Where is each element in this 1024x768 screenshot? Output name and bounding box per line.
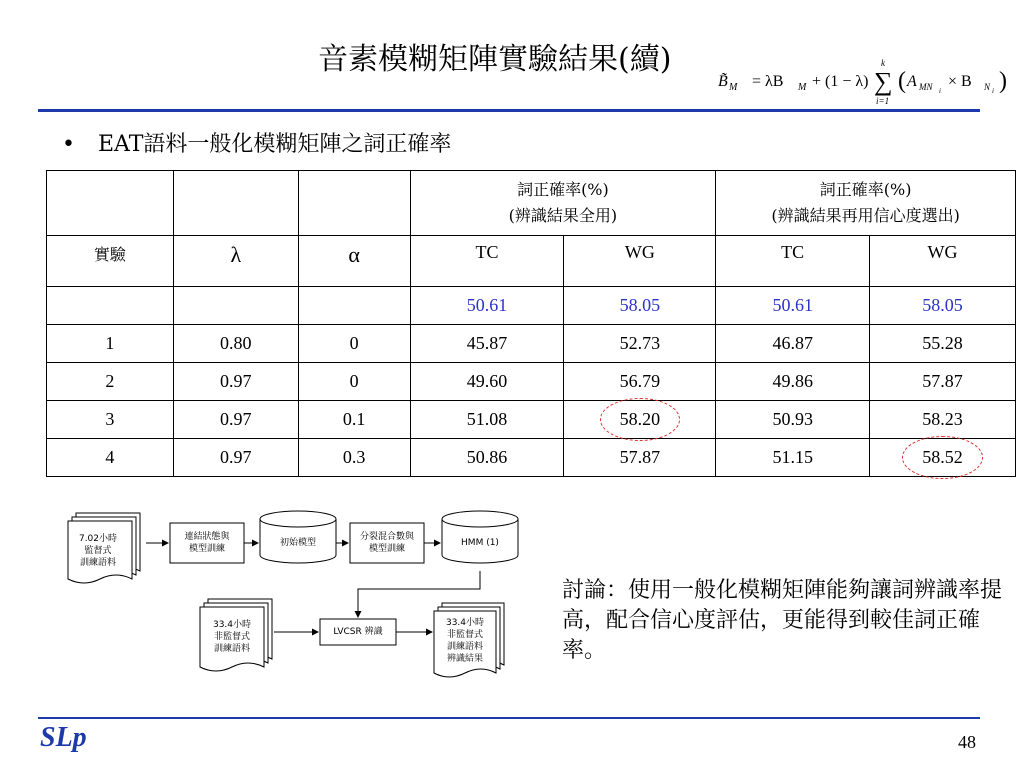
formula-times: × B [948,73,972,90]
table-cell [298,287,410,325]
highlight-circle: 58.52 [922,447,963,467]
baseline-row [47,287,1016,325]
formula-sub-m: M [729,82,738,93]
col-header-exp: 實驗 [47,236,174,287]
formula [714,52,1014,112]
footer-line [38,717,980,719]
header-empty-cell [173,171,298,236]
formula-paren-open: ( [898,68,906,94]
bullet-dot: • [62,132,75,157]
formula-sub-m2: M [798,82,807,93]
col-header-lambda: λ [173,236,298,287]
hmm-label: HMM (1) [461,538,499,548]
training-flow-diagram [56,505,526,680]
cell-tc1: 51.08 [410,401,564,439]
header-empty-cell [298,171,410,236]
baseline-tc2: 50.61 [716,287,870,325]
cell-wg1 [564,401,716,439]
baseline-wg2: 58.05 [870,287,1016,325]
corpus2-line: 訓練語料 [213,644,250,654]
formula-sub-n: N [984,82,991,92]
cell-wg1: 57.87 [564,439,716,477]
result-line: 非監督式 [446,630,483,640]
table-row [47,325,1016,363]
cell-alpha: 0.1 [298,401,410,439]
baseline-wg1: 58.05 [564,287,716,325]
cell-tc2: 51.15 [716,439,870,477]
discussion-text: 討論：使用一般化模糊矩陣能夠讓詞辨識率提高，配合信心度評估，更能得到較佳詞正確率。 [562,578,1003,663]
lvcsr-label: LVCSR 辨識 [333,627,383,637]
cell-tc2: 50.93 [716,401,870,439]
step2-line: 模型訓練 [368,544,405,554]
result-line: 辨識結果 [446,654,483,664]
init-model-label: 初始模型 [279,538,316,548]
cell-tc1: 45.87 [410,325,564,363]
cell-exp: 4 [47,439,174,477]
corpus2-line: 33.4小時 [212,620,252,630]
table-row [47,439,1016,477]
formula-paren-close: ) [999,68,1007,94]
corpus1-line: 7.02小時 [78,534,118,544]
col-header-tc1: TC [410,236,564,287]
cell-exp: 3 [47,401,174,439]
col-header-wg2: WG [870,236,1016,287]
step1-label [170,531,244,555]
formula-sub-a: MN [919,82,933,92]
header-empty-cell [47,171,174,236]
table-cell [173,287,298,325]
cell-tc1: 50.86 [410,439,564,477]
bullet-item [62,130,451,160]
col-header-wg1: WG [564,236,716,287]
slide-title: 音素模糊矩陣實驗結果(續) [318,42,672,77]
page-number: 48 [958,732,976,752]
cell-alpha: 0.3 [298,439,410,477]
formula-upper: k [881,58,885,68]
group2-line1: 詞正確率(%) [819,180,912,199]
table-subheader-row [47,236,1016,287]
init-model-top [260,511,336,527]
slp-logo: SLp [40,722,87,753]
header-group-confidence [716,171,1016,236]
cell-wg2: 58.23 [870,401,1016,439]
group1-line1: 詞正確率(%) [517,180,609,199]
formula-lhs: B̃ [718,73,728,90]
cell-wg2: 57.87 [870,363,1016,401]
bullet-text: EAT語料一般化模糊矩陣之詞正確率 [98,132,452,157]
cell-alpha: 0 [298,363,410,401]
table-cell [47,287,174,325]
hmm-top [442,511,518,527]
results-table [46,170,1016,477]
cell-wg2 [870,439,1016,477]
cell-exp: 1 [47,325,174,363]
cell-wg1: 52.73 [564,325,716,363]
formula-sub-i2: i [992,87,994,95]
corpus2-line: 非監督式 [213,632,250,642]
cell-lambda: 0.97 [173,439,298,477]
baseline-tc1: 50.61 [410,287,564,325]
header-group-all-results [410,171,716,236]
step1-line: 連結狀態與 [184,532,230,542]
step2-line: 分裂混合數與 [359,532,414,542]
col-header-tc2: TC [716,236,870,287]
group2-line2: (辨識結果再用信心度選出) [771,206,960,225]
result-line: 訓練語料 [446,642,483,652]
step2-label [350,531,424,555]
highlight-circle: 58.20 [619,409,661,429]
title-underline [38,109,980,112]
cell-exp: 2 [47,363,174,401]
cell-tc1: 49.60 [410,363,564,401]
cell-lambda: 0.97 [173,401,298,439]
formula-plus: + (1 − λ) [812,73,869,90]
cell-alpha: 0 [298,325,410,363]
cell-lambda: 0.80 [173,325,298,363]
corpus1-line: 訓練語料 [79,558,116,568]
cell-tc2: 49.86 [716,363,870,401]
cell-wg1: 56.79 [564,363,716,401]
table-row [47,363,1016,401]
cell-lambda: 0.97 [173,363,298,401]
formula-eq: = λB [752,73,784,90]
cell-tc2: 46.87 [716,325,870,363]
result-line: 33.4小時 [445,618,485,628]
cell-wg2: 55.28 [870,325,1016,363]
corpus2-label [202,619,262,655]
corpus1-label [70,533,126,569]
formula-term-a: A [907,73,917,90]
formula-sigma: ∑ [874,67,893,96]
col-header-alpha: α [298,236,410,287]
formula-sub-i: i [939,87,941,95]
formula-lower: i=1 [876,96,890,106]
result-label [434,617,496,665]
table-row [47,401,1016,439]
group1-line2: (辨識結果全用) [508,206,618,225]
table-header-row [47,171,1016,236]
corpus1-line: 監督式 [84,546,112,556]
step1-line: 模型訓練 [188,544,225,554]
